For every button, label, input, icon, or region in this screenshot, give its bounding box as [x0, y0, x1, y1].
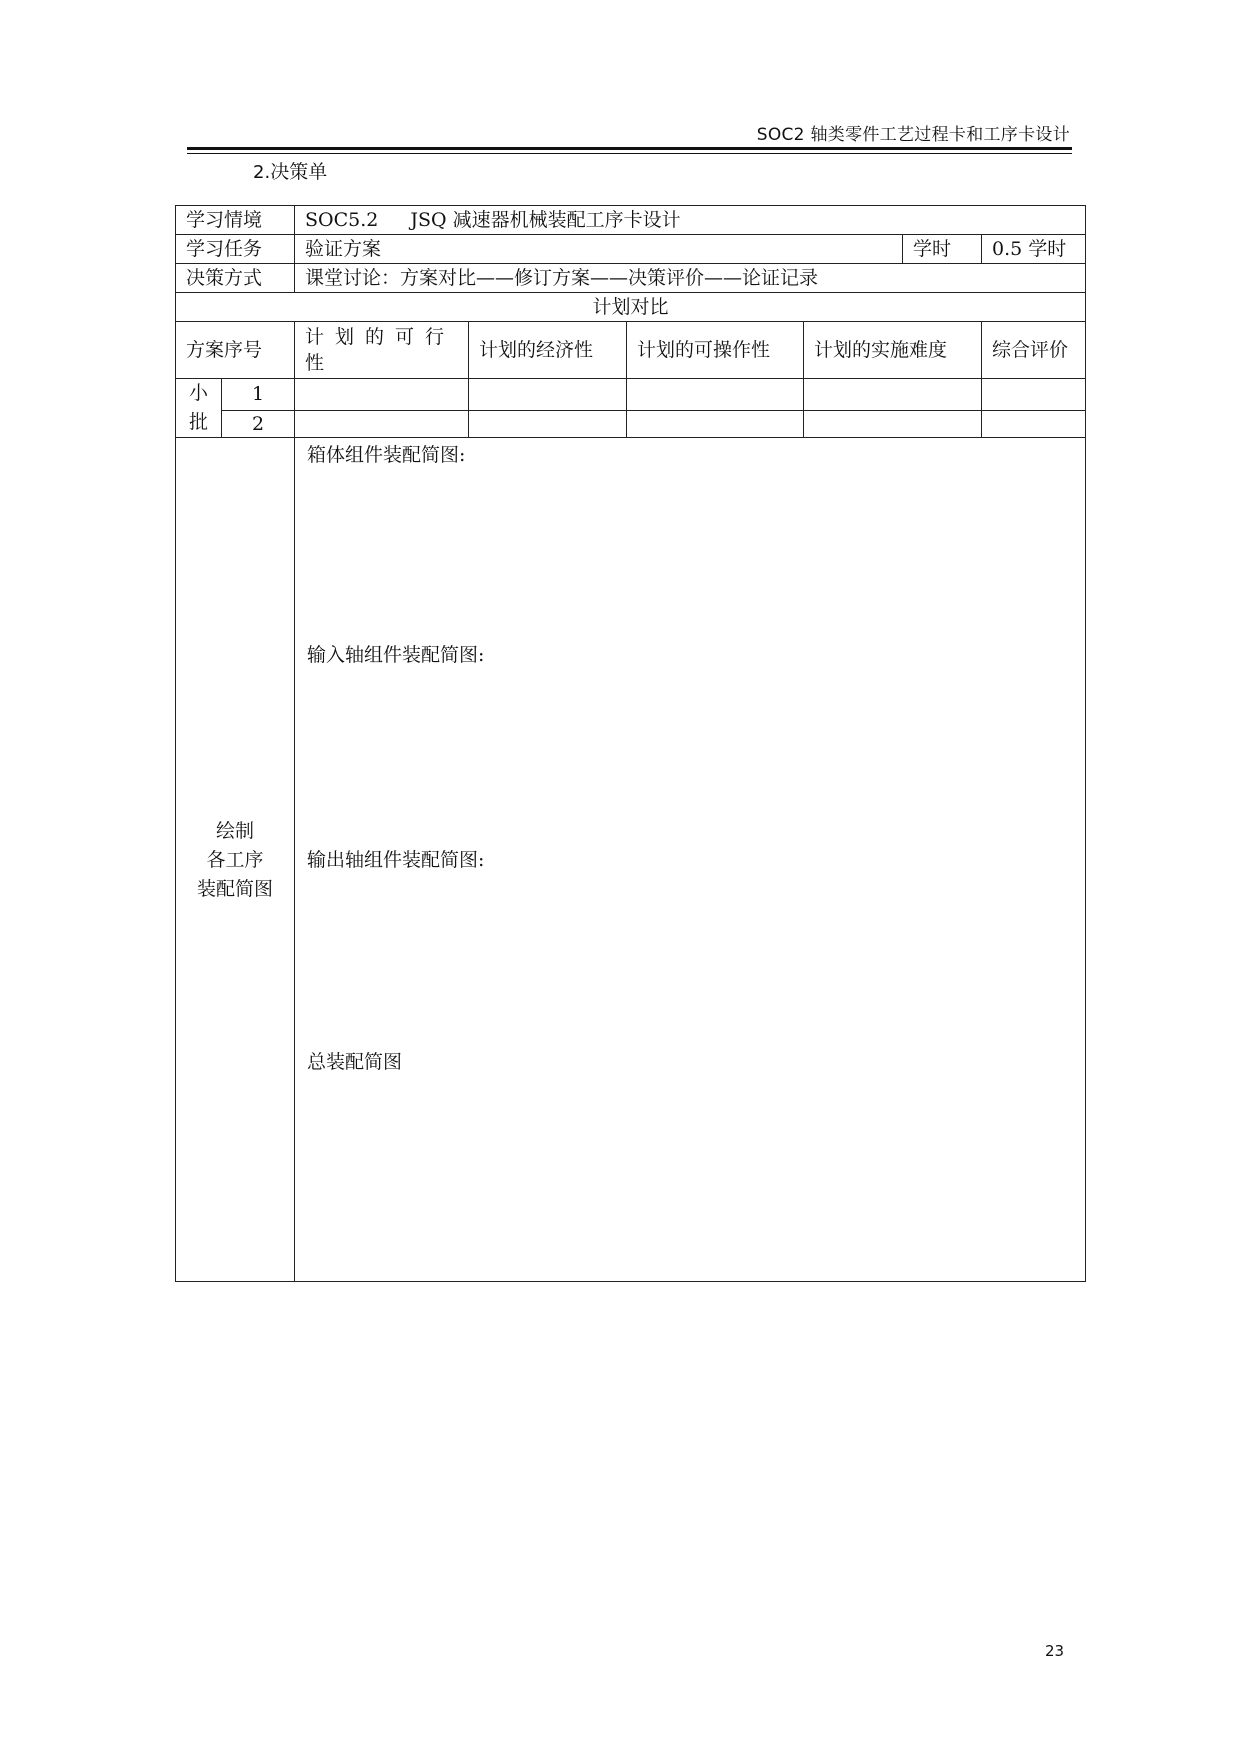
- learning-context-code: SOC5.2: [305, 209, 379, 231]
- col-feasibility: [295, 322, 469, 379]
- drawing-label-line3: 装配简图: [197, 877, 274, 900]
- decision-method-label: 决策方式: [176, 264, 295, 293]
- cell-feasibility-2: [295, 410, 469, 437]
- row-number-2: 2: [222, 410, 295, 437]
- drawing-area: [295, 438, 1086, 1282]
- row-decision-method: [176, 264, 1086, 293]
- drawing-item-output-shaft: 输出轴组件装配简图:: [307, 849, 485, 871]
- cell-difficulty-2: [804, 410, 982, 437]
- cell-operability-2: [627, 410, 804, 437]
- col-feasibility-line2: 性: [305, 352, 325, 374]
- cell-economy-1: [469, 379, 627, 411]
- row-learning-task: [176, 235, 1086, 264]
- cell-feasibility-1: [295, 379, 469, 411]
- drawing-item-general-assembly: 总装配简图: [307, 1051, 403, 1073]
- cell-overall-2: [982, 410, 1086, 437]
- hours-label: 学时: [903, 235, 982, 264]
- cell-economy-2: [469, 410, 627, 437]
- col-difficulty: 计划的实施难度: [804, 322, 982, 379]
- group-label-char1: 小: [188, 382, 208, 404]
- section-number: 2.: [253, 162, 271, 183]
- hours-value: 0.5 学时: [982, 235, 1086, 264]
- col-overall: 综合评价: [982, 322, 1086, 379]
- table-row: [176, 410, 1086, 437]
- section-title-text: 决策单: [270, 161, 328, 183]
- header-rule-thick: [187, 147, 1072, 150]
- drawing-label: [176, 438, 295, 1282]
- comparison-title: 计划对比: [176, 293, 1086, 322]
- page-header: [0, 0, 1240, 160]
- learning-context-value: [295, 206, 1086, 235]
- col-feasibility-line1: 计划的可行: [305, 326, 456, 348]
- col-economy: 计划的经济性: [469, 322, 627, 379]
- drawing-item-input-shaft: 输入轴组件装配简图:: [307, 644, 485, 666]
- row-column-headers: [176, 322, 1086, 379]
- header-title: SOC2 轴类零件工艺过程卡和工序卡设计: [756, 125, 1070, 145]
- learning-task-value: 验证方案: [295, 235, 903, 264]
- drawing-item-box-assembly: 箱体组件装配简图:: [307, 444, 466, 466]
- learning-context-label: 学习情境: [176, 206, 295, 235]
- cell-operability-1: [627, 379, 804, 411]
- row-learning-context: [176, 206, 1086, 235]
- header-rule-thin: [187, 153, 1072, 154]
- cell-overall-1: [982, 379, 1086, 411]
- col-scheme-no: 方案序号: [176, 322, 295, 379]
- row-drawings: [176, 438, 1086, 1282]
- col-operability: 计划的可操作性: [627, 322, 804, 379]
- decision-method-value: 课堂讨论：方案对比——修订方案——决策评价——论证记录: [295, 264, 1086, 293]
- section-title: [253, 157, 327, 184]
- group-label: [176, 379, 222, 438]
- group-label-char2: 批: [188, 411, 208, 433]
- drawing-label-line1: 绘制: [216, 819, 255, 842]
- decision-table: [175, 205, 1086, 1282]
- page-number: 23: [1045, 1642, 1065, 1660]
- learning-context-title: JSQ 减速器机械装配工序卡设计: [410, 209, 681, 231]
- drawing-label-line2: 各工序: [206, 848, 264, 871]
- row-comparison-title: [176, 293, 1086, 322]
- table-row: [176, 379, 1086, 411]
- row-number-1: 1: [222, 379, 295, 411]
- cell-difficulty-1: [804, 379, 982, 411]
- learning-task-label: 学习任务: [176, 235, 295, 264]
